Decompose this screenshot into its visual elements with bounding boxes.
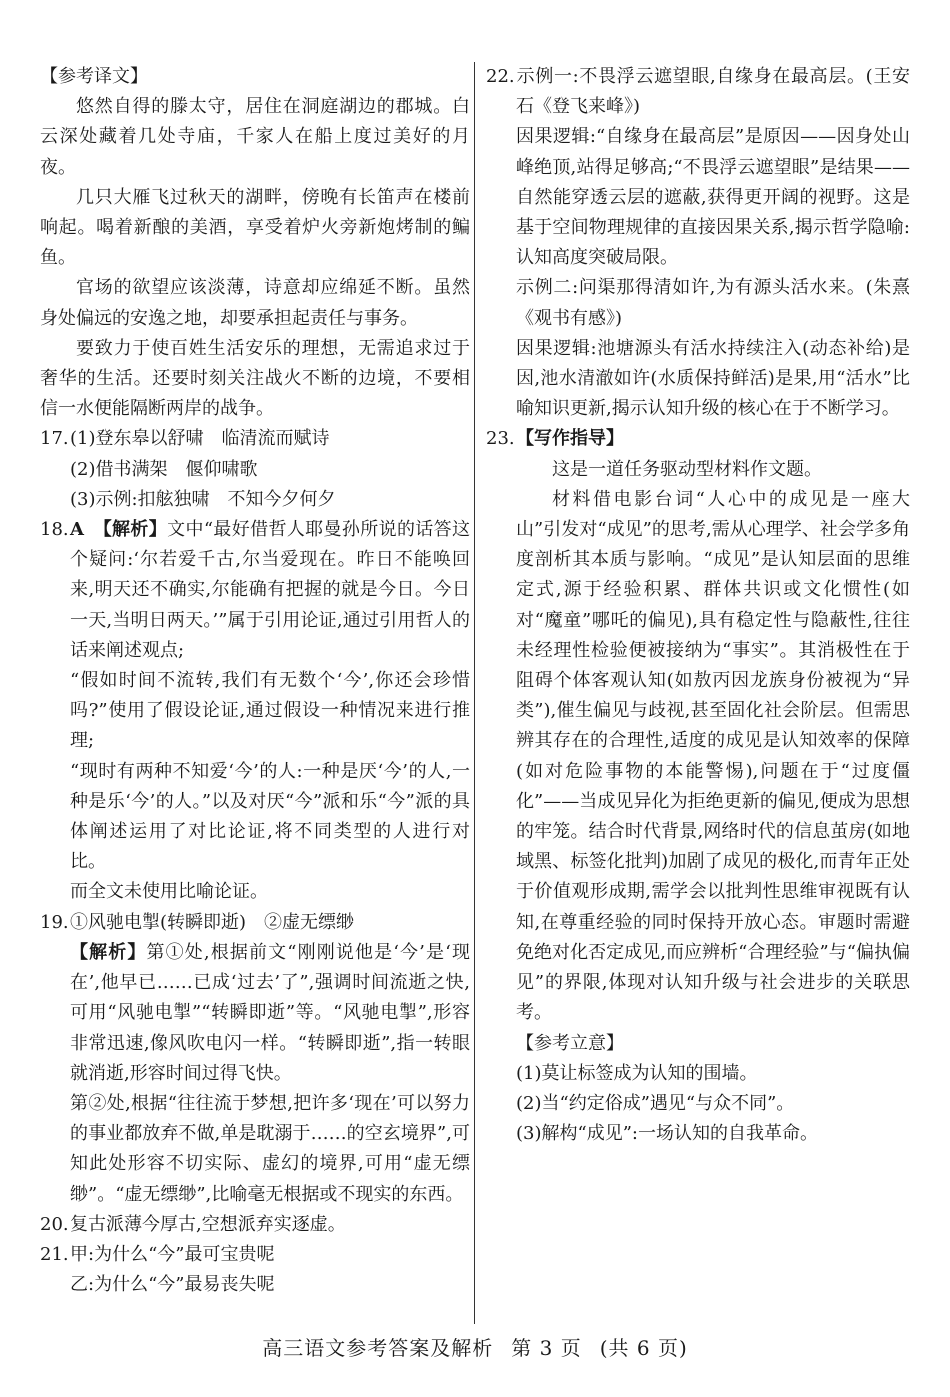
left-column — [40, 62, 470, 1300]
q19-number: 19. — [40, 911, 69, 933]
translation-paragraph: 要致力于使百姓生活安乐的理想，无需追求过于奢华的生活。还要时刻关注战火不断的边境，不要相信一水便能隔断两岸的战争。 — [40, 337, 470, 420]
q19-answer: 19.①风驰电掣(转瞬即逝) ②虚无缥缈 — [40, 908, 470, 938]
q22-number: 22. — [486, 66, 515, 87]
q21-answer-a: 21.甲:为什么“今”最可宝贵呢 — [40, 1240, 470, 1270]
q22-logic-1: 因果逻辑:“自缘身在最高层”是原因——因身处山峰绝顶,站得足够高;“不畏浮云遮望眼”是结果——自然能穿透云层的遮蔽,获得更开阔的视野。这是基于空间物理规律的直接因果关系,揭示哲学隐喻:认知高度突破局限。 — [516, 126, 910, 269]
q18-number: 18. — [40, 519, 69, 541]
q23-ref-1: (1)莫让标签成为认知的围墙。 — [516, 1062, 758, 1084]
footer-total: (共 6 页) — [599, 1336, 688, 1360]
q17-number: 17. — [40, 428, 69, 450]
q18-analysis-1: 18.A 【解析】文中“最好借哲人耶曼孙所说的话答这个疑问:‘尔若爱千古,尔当爱现在。昨日不能唤回来,明天还不确实,尔能确有把握的就是今日。今日一天,当明日两天。’”属于引用论证,通过引用哲人的话来阐述观点; — [40, 515, 470, 666]
q18-analysis-3: “现时有两种不知爱‘今’的人:一种是厌‘今’的人,一种是乐‘今’的人。”以及对厌“今”派和乐“今”派的具体阐述运用了对比论证,将不同类型的人进行对比。 — [70, 760, 470, 873]
q19-analysis-2: 第②处,根据“往往流于梦想,把许多‘现在’可以努力的事业都放弃不做,单是耽溺于……的空玄境界”,可知此处形容不切实际、虚幻的境界,可用“虚无缥缈”。“虚无缥缈”,比喻毫无根据或不现实的东西。 — [70, 1092, 470, 1205]
q23-guide-2: 材料借电影台词“人心中的成见是一座大山”引发对“成见”的思考,需从心理学、社会学多角度剖析其本质与影响。“成见”是认知层面的思维定式,源于经验积累、群体共识或文化惯性(如对“魔童”哪吒的偏见),具有稳定性与隐蔽性,往往未经理性检验便被接纳为“事实”。其消极性在于阻碍个体客观认知(如敖丙因龙族身份被视为“异类”),催生偏见与歧视,甚至固化社会阶层。但需思辨其存在的合理性,适度的成见是认知效率的保障(如对危险事物的本能警惕),问题在于“过度僵化”——当成见异化为拒绝更新的偏见,便成为思想的牢笼。结合时代背景,网络时代的信息茧房(如地域黑、标签化批判)加剧了成见的极化,而青年正处于价值观形成期,需学会以批判性思维审视既有认知,在尊重经验的同时保持开放心态。审题时需避免绝对化否定成见,而应辨析“合理经验”与“偏执偏见”的界限,体现对认知升级与社会进步的关联思考。 — [516, 488, 910, 1024]
q18-analysis-2: “假如时间不流转,我们有无数个‘今’,你还会珍惜吗?”使用了假设论证,通过假设一种情况来进行推理; — [70, 670, 470, 752]
q17-answer-1: 17.(1)登东皋以舒啸 临清流而赋诗 — [40, 424, 470, 454]
q23-ref-3: (3)解构“成见”:一场认知的自我革命。 — [516, 1123, 818, 1145]
q21-answer-b: 乙:为什么“今”最易丧失呢 — [70, 1274, 275, 1296]
q23-header: 23.【写作指导】 — [486, 424, 910, 454]
q18-analysis-4: 而全文未使用比喻论证。 — [70, 881, 268, 903]
q22-example-2: 示例二:问渠那得清如许,为有源头活水来。(朱熹《观书有感》) — [516, 277, 910, 329]
q22-logic-2: 因果逻辑:池塘源头有活水持续注入(动态补给)是因,池水清澈如许(水质保持鲜活)是果,用“活水”比喻知识更新,揭示认知升级的核心在于不断学习。 — [516, 337, 910, 420]
translation-paragraph: 悠然自得的滕太守，居住在洞庭湖边的郡城。白云深处藏着几处寺庙，千家人在船上度过美好的月夜。 — [40, 96, 470, 178]
q18-analysis-tag: 【解析】 — [102, 519, 168, 541]
translation-paragraph: 几只大雁飞过秋天的湖畔，傍晚有长笛声在楼前响起。喝着新酿的美酒，享受着炉火旁新炮烤制的鳊鱼。 — [40, 186, 470, 269]
q23-ref-header: 【参考立意】 — [516, 1032, 624, 1054]
column-divider — [474, 62, 475, 1324]
q20-answer: 20.复古派薄今厚古,空想派弃实逐虚。 — [40, 1210, 470, 1240]
q17-answer-3: (3)示例:扣舷独啸 不知今夕何夕 — [70, 488, 336, 510]
footer-title: 高三语文参考答案及解析 — [262, 1336, 494, 1360]
page-footer — [0, 1332, 950, 1361]
q18-answer: A — [70, 519, 84, 541]
q22-example-1: 22.示例一:不畏浮云遮望眼,自缘身在最高层。(王安石《登飞来峰》) — [486, 62, 910, 122]
q20-number: 20. — [40, 1213, 69, 1235]
translation-paragraph: 官场的欲望应该淡薄，诗意却应绵延不断。虽然身处偏远的安逸之地，却要承担起责任与事务。 — [40, 277, 470, 329]
q19-analysis-1: 【解析】第①处,根据前文“刚刚说他是‘今’是‘现在’,他早已……已成‘过去’了”,强调时间流逝之快,可用“风驰电掣”“转瞬即逝”等。“风驰电掣”,形容非常迅速,像风吹电闪一样。“转瞬即逝”,指一转眼就消逝,形容时间过得飞快。 — [70, 941, 471, 1084]
q23-ref-2: (2)当“约定俗成”遇见“与众不同”。 — [516, 1092, 795, 1114]
q23-number: 23. — [486, 428, 515, 450]
q17-answer-2: (2)借书满架 偃仰啸歌 — [70, 458, 258, 480]
q23-guide-1: 这是一道任务驱动型材料作文题。 — [552, 458, 822, 480]
q21-number: 21. — [40, 1243, 69, 1265]
q19-analysis-tag: 【解析】 — [70, 941, 147, 963]
footer-page: 第 3 页 — [511, 1336, 582, 1360]
right-column — [486, 62, 910, 1149]
translation-header: 【参考译文】 — [40, 66, 148, 87]
